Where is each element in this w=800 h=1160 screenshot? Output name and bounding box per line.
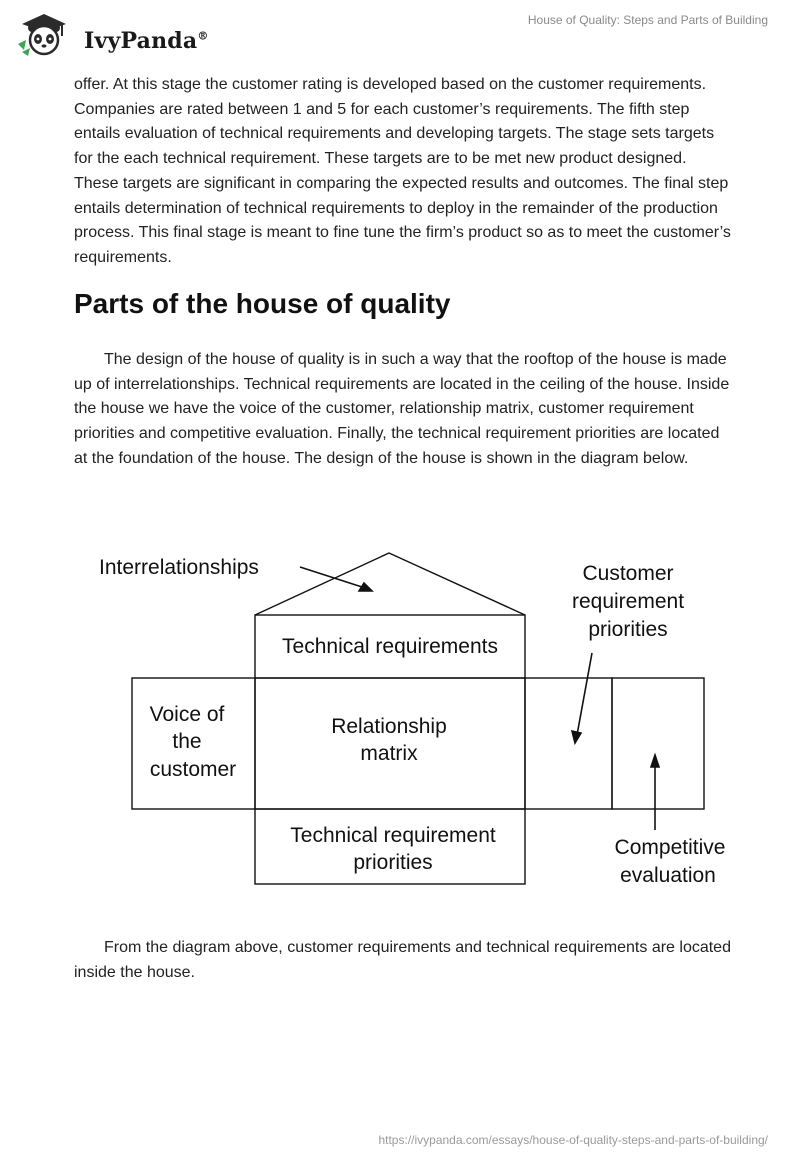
label-competitive-2: evaluation bbox=[620, 864, 716, 887]
page-title: House of Quality: Steps and Parts of Building bbox=[527, 13, 768, 27]
label-matrix-2: matrix bbox=[360, 742, 418, 765]
label-customer-2: requirement bbox=[571, 590, 685, 613]
source-url-link[interactable]: https://ivypanda.com/essays/house-of-quality-steps-and-parts-of-building/ bbox=[378, 1133, 768, 1147]
label-priorities-1: Technical requirement bbox=[290, 824, 496, 847]
label-voice-2: the bbox=[172, 730, 202, 753]
paragraph-1: offer. At this stage the customer rating is developed based on the customer requirements. Companies are rated between 1 and 5 for each customer’s requirements. The fifth step entails evaluation of technical requirements and developing targets. The stage sets targets for the each technical requirement. These targets are to be met new product designed. These targets are significant in comparing the expected results and outcomes. The final step entails determination of technical requirements to deploy in the remainder of the production process. This final stage is meant to fine tune the firm’s product so as to meet the customer’s requirements. bbox=[74, 76, 731, 266]
label-voice-3: customer bbox=[149, 758, 237, 781]
brand-name: IvyPanda® bbox=[84, 28, 209, 54]
label-customer-3: priorities bbox=[588, 618, 668, 641]
roof-shape bbox=[255, 553, 525, 615]
panda-logo-icon bbox=[14, 10, 74, 58]
brand-logo[interactable] bbox=[14, 10, 214, 58]
label-priorities-2: priorities bbox=[353, 851, 433, 874]
label-interrelationships: Interrelationships bbox=[99, 556, 259, 579]
section-heading: Parts of the house of quality bbox=[74, 288, 451, 319]
label-customer-1: Customer bbox=[582, 562, 674, 585]
paragraph-2: The design of the house of quality is in such a way that the rooftop of the house is made up of interrelationships. Technical requirements are located in the ceiling of the house. Inside the house we have the voice of the customer, relationship matrix, customer requirement priorities and competitive evaluation. Finally, the technical requirement priorities are located at the foundation of the house. The design of the house is shown in the diagram below. bbox=[74, 351, 730, 467]
paragraph-3: From the diagram above, customer requirements and technical requirements are located inside the house. bbox=[74, 939, 731, 981]
interrelationships-arrowhead bbox=[359, 583, 372, 591]
competitive-arrowhead bbox=[651, 755, 659, 767]
house-of-quality-diagram bbox=[90, 545, 750, 895]
label-matrix-1: Relationship bbox=[331, 715, 447, 738]
competitive-box bbox=[612, 678, 704, 809]
label-competitive-1: Competitive bbox=[614, 836, 726, 859]
customer-priorities-box bbox=[525, 678, 612, 809]
customer-priorities-arrowhead bbox=[572, 731, 581, 743]
label-technical-requirements: Technical requirements bbox=[282, 635, 498, 658]
customer-priorities-arrow bbox=[577, 653, 592, 735]
label-voice-1: Voice of bbox=[149, 703, 225, 726]
